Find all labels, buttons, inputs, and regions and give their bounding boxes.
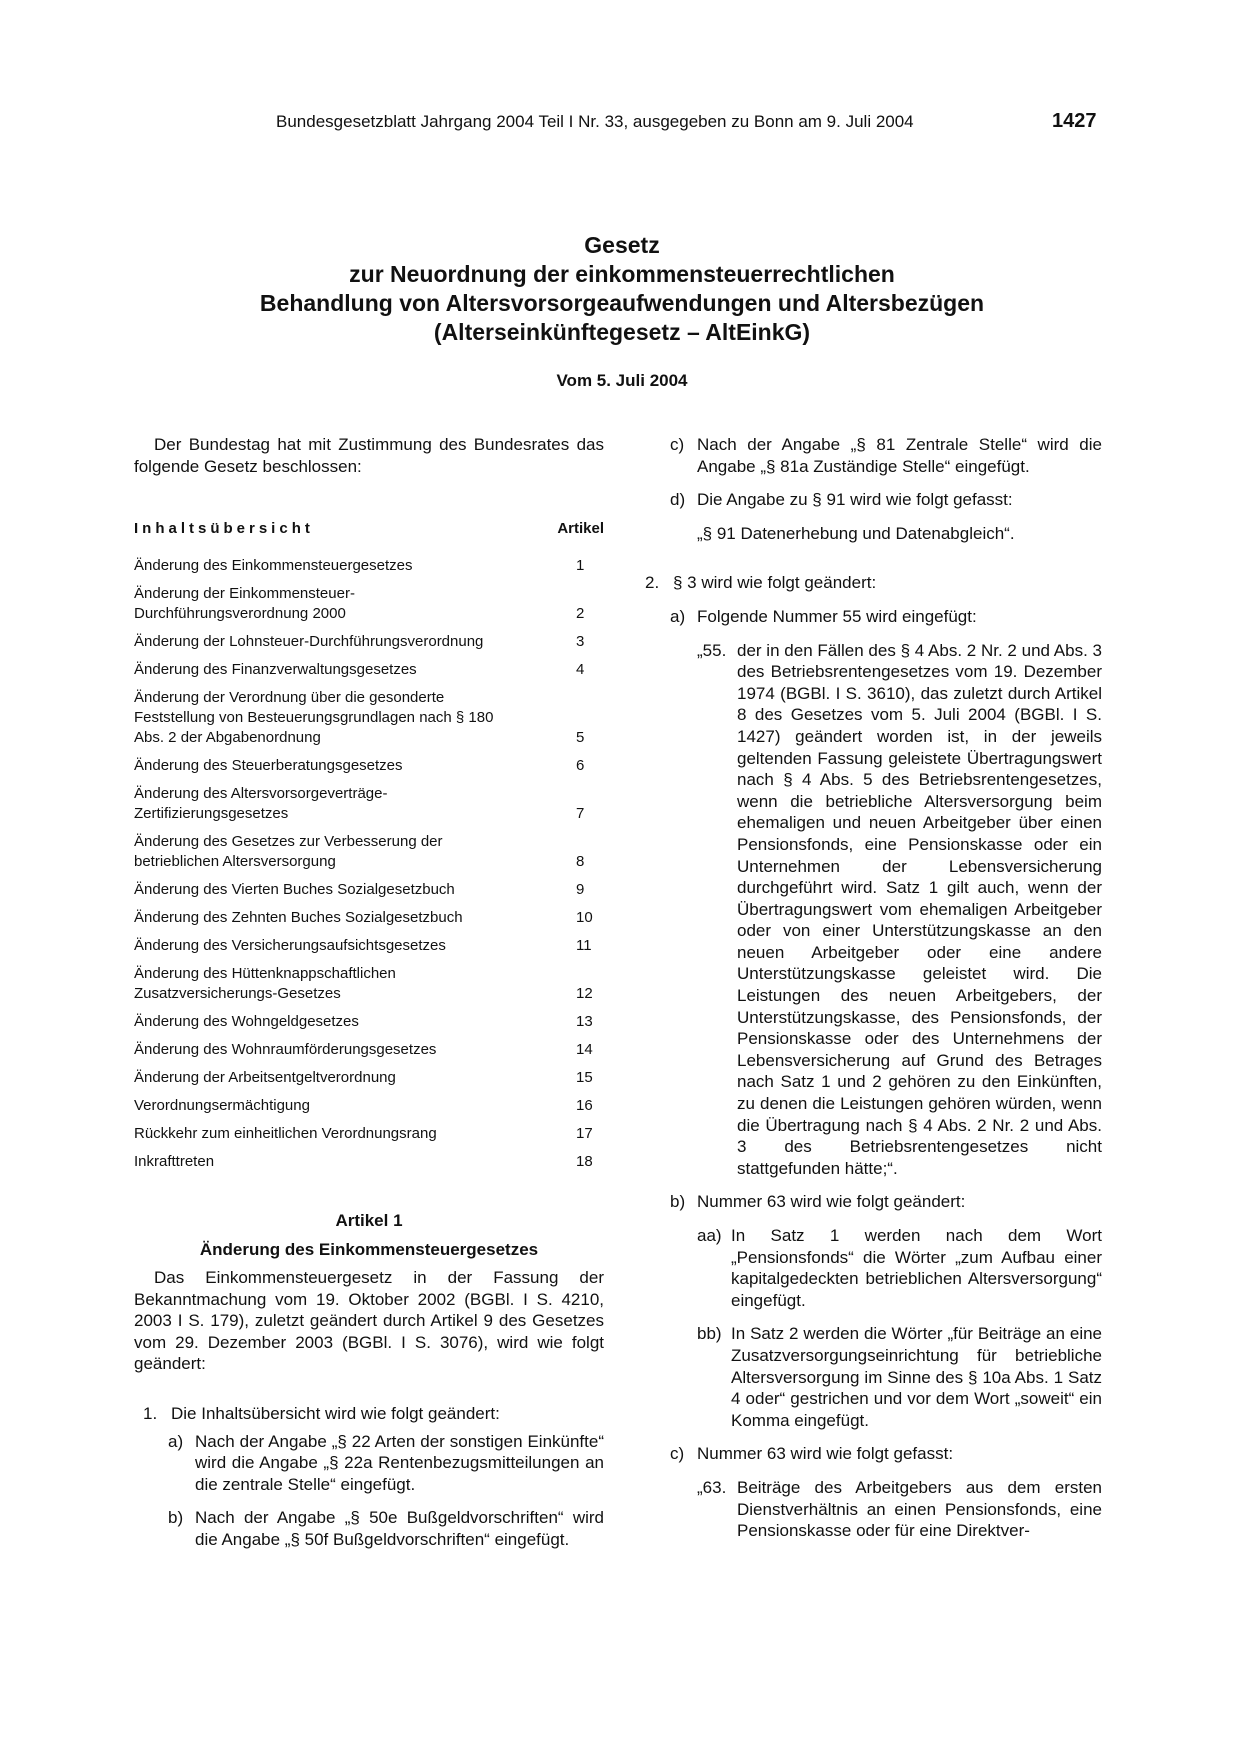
toc-row-title: Änderung der Arbeitsentgeltverordnung [134,1068,396,1086]
toc-row-title: Inkrafttreten [134,1152,215,1170]
item-label: aa) [697,1226,722,1245]
list-item [697,1323,1102,1431]
item-text: In Satz 1 werden nach dem Wort „Pensionsfonds“ die Wörter „zum Aufbau einer kapitalgedeckten betrieblichen Altersversorgung“ eingefügt. [731,1226,1102,1310]
toc-row [134,1012,604,1032]
toc-row-title: Änderung der Lohnsteuer-Durchführungsverordnung [134,632,484,650]
left-column [134,434,604,1551]
toc-row-number: 12 [576,984,593,1002]
page-number: 1427 [1052,110,1097,132]
toc-row-number: 5 [576,728,585,746]
toc-row [134,688,604,748]
list-item [697,1225,1102,1311]
toc-row [134,556,604,576]
toc-row [134,1096,604,1116]
toc-row-title: Änderung des Altersvorsorgeverträge-Zertifizierungsgesetzes [134,784,388,822]
toc-row-title: Änderung der Einkommensteuer-Durchführungsverordnung 2000 [134,584,355,622]
item-label: 1. [143,1403,158,1423]
toc-heading: Inhaltsübersicht [134,520,314,538]
right-column [636,434,1102,1542]
law-title-line-4: (Alterseinkünftegesetz – AltEinkG) [433,319,811,345]
toc-row-title: Verordnungsermächtigung [134,1096,310,1114]
preamble: Der Bundestag hat mit Zustimmung des Bundesrates das folgende Gesetz beschlossen: [134,435,604,476]
list-item [168,1507,604,1550]
item-label: d) [670,490,686,510]
toc-row-title: Rückkehr zum einheitlichen Verordnungsrang [134,1124,437,1142]
toc-row-number: 13 [576,1012,593,1030]
item-label: bb) [697,1324,722,1344]
item-label: c) [670,1444,685,1464]
item-label: 2. [645,573,660,593]
list-item [670,606,1102,628]
item-label: „55. [697,640,727,660]
toc-row-title: Änderung des Wohnraumförderungsgesetzes [134,1040,437,1058]
law-title-line-2: zur Neuordnung der einkommensteuerrechtlichen [349,261,895,287]
item-text: Nach der Angabe „§ 81 Zentrale Stelle“ wird die Angabe „§ 81a Zuständige Stelle“ eingefügt. [697,435,1102,476]
toc-row [134,964,604,1004]
toc-row-title: Änderung des Steuerberatungsgesetzes [134,756,403,774]
running-header: Bundesgesetzblatt Jahrgang 2004 Teil I Nr. 33, ausgegeben zu Bonn am 9. Juli 2004 [276,112,914,131]
list-item [645,572,1102,594]
toc-header [134,518,604,540]
toc-row [134,1040,604,1060]
list-item [670,1443,1102,1465]
list-item [670,1191,1102,1213]
toc-row [134,936,604,956]
article-1-title: Artikel 1 [335,1210,403,1230]
item-text: Folgende Nummer 55 wird eingefügt: [697,606,977,626]
item-text: der in den Fällen des § 4 Abs. 2 Nr. 2 und Abs. 3 des Betriebsrentengesetzes vom 19. Dezember 1974 (BGBl. I S. 3610), das zuletzt durch Artikel 8 des Gesetzes vom 5. Juli 2004 (BGBl. I S. 1427) geändert worden ist, in der jeweils geltenden Fassung geleistete Übertragungswert nach § 4 Abs. 5 des Betriebsrentengesetzes, wenn die betriebliche Altersversorgung beim ehemaligen und neuen Arbeitgeber über einen Pensionsfonds, eine Pensionskasse oder ein Unternehmen der Lebensversicherung durchgeführt wird. Satz 1 gilt auch, wenn der Übertragungswert vom ehemaligen Arbeitgeber oder von einer Unterstützungskasse an den neuen Arbeitgeber oder eine andere Unterstützungskasse geleistet wird. Die Leistungen des neuen Arbeitgebers, der Unterstützungskasse, des Pensionsfonds, der Pensionskasse oder des Unternehmens der Lebensversicherung auf Grund des Betrages nach Satz 1 und 2 gehören zu den Einkünften, zu denen die Leistungen gehören würden, wenn die Übertragung nach § 4 Abs. 2 Nr. 2 und Abs. 3 des Betriebsrentengesetzes nicht stattgefunden hätte;“. [737,640,1102,1178]
toc-row [134,756,604,776]
item-label: a) [168,1431,184,1451]
toc-row-number: 16 [576,1096,593,1114]
toc-row-number: 8 [576,852,585,870]
toc-row-number: 11 [576,936,592,954]
toc-row-number: 10 [576,908,593,926]
toc-row [134,832,604,872]
toc-row-number: 17 [576,1124,593,1142]
toc-row-number: 7 [576,804,585,822]
table-of-contents [134,556,604,1172]
toc-row-title: Änderung des Gesetzes zur Verbesserung der betrieblichen Altersversorgung [134,832,443,870]
toc-row-number: 2 [576,604,585,622]
item-text: Nummer 63 wird wie folgt gefasst: [697,1444,954,1464]
toc-row-title: Änderung des Finanzverwaltungsgesetzes [134,660,417,678]
toc-row [134,660,604,680]
item-label: a) [670,606,686,626]
toc-row-title: Änderung der Verordnung über die gesonderte Feststellung von Besteuerungsgrundlagen nach § 180 Abs. 2 der Abgabenordnung [134,688,494,746]
toc-row-title: Änderung des Einkommensteuergesetzes [134,556,413,574]
item-text: Die Angabe zu § 91 wird wie folgt gefasst: [697,490,1013,510]
toc-row-number: 6 [576,756,585,774]
item-text: Nach der Angabe „§ 50e Bußgeldvorschriften“ wird die Angabe „§ 50f Bußgeldvorschriften“ eingefügt. [195,1508,604,1549]
article-1-subtitle: Änderung des Einkommensteuergesetzes [199,1240,539,1260]
toc-row [134,784,604,824]
item-text: § 3 wird wie folgt geändert: [673,573,877,593]
article-1-intro: Das Einkommensteuergesetz in der Fassung der Bekanntmachung vom 19. Oktober 2002 (BGBl. I S. 4210, 2003 I S. 179), zuletzt geändert durch Artikel 9 des Gesetzes vom 29. Dezember 2003 (BGBl. I S. 3076), wird wie folgt geändert: [134,1267,604,1374]
toc-row-title: Änderung des Hüttenknappschaftlichen Zusatzversicherungs-Gesetzes [134,964,396,1002]
item-text: Nach der Angabe „§ 22 Arten der sonstigen Einkünfte“ wird die Angabe „§ 22a Rentenbezugsmitteilungen an die zentrale Stelle“ eingefügt. [195,1431,604,1494]
toc-row [134,1152,604,1172]
toc-row-number: 3 [576,632,585,650]
item-label: b) [670,1192,686,1212]
item-text: Beiträge des Arbeitgebers aus dem ersten Dienstverhältnis an einen Pensionsfonds, eine Pensionskasse oder für eine Direktver- [737,1477,1102,1541]
list-item [697,640,1102,1180]
toc-row [134,908,604,928]
list-item [670,489,1102,511]
item-label: c) [670,435,685,454]
law-title-line-1: Gesetz [584,232,660,258]
law-date: Vom 5. Juli 2004 [556,371,688,390]
toc-row [134,1124,604,1144]
item-label: b) [168,1508,184,1528]
quoted-entry: „§ 91 Datenerhebung und Datenabgleich“. [697,523,1015,543]
toc-row [134,584,604,624]
toc-row-number: 9 [576,880,585,898]
toc-row [134,632,604,652]
item-text: Nummer 63 wird wie folgt geändert: [697,1192,966,1212]
law-title-line-3: Behandlung von Altersvorsorgeaufwendungen und Altersbezügen [259,290,985,316]
toc-row [134,880,604,900]
list-item [168,1431,604,1496]
toc-row-number: 1 [576,556,585,574]
item-label: „63. [697,1477,727,1497]
list-item [143,1403,604,1425]
toc-row-number: 15 [576,1068,593,1086]
list-item [670,434,1102,477]
toc-row [134,1068,604,1088]
toc-row-title: Änderung des Zehnten Buches Sozialgesetzbuch [134,908,463,926]
toc-row-title: Änderung des Wohngeldgesetzes [134,1012,359,1030]
item-text: Die Inhaltsübersicht wird wie folgt geändert: [171,1403,500,1423]
toc-row-number: 14 [576,1040,593,1058]
toc-row-title: Änderung des Vierten Buches Sozialgesetzbuch [134,880,455,898]
list-item [697,1477,1102,1542]
toc-row-title: Änderung des Versicherungsaufsichtsgesetzes [134,936,446,954]
toc-row-number: 18 [576,1152,593,1170]
toc-column-label: Artikel [557,520,604,538]
toc-row-number: 4 [576,660,585,678]
item-text: In Satz 2 werden die Wörter „für Beiträge an eine Zusatzversorgungseinrichtung für betriebliche Altersversorgung im Sinne des § 10a Abs. 1 Satz 4 oder“ gestrichen und vor dem Wort „soweit“ ein Komma eingefügt. [731,1324,1102,1430]
